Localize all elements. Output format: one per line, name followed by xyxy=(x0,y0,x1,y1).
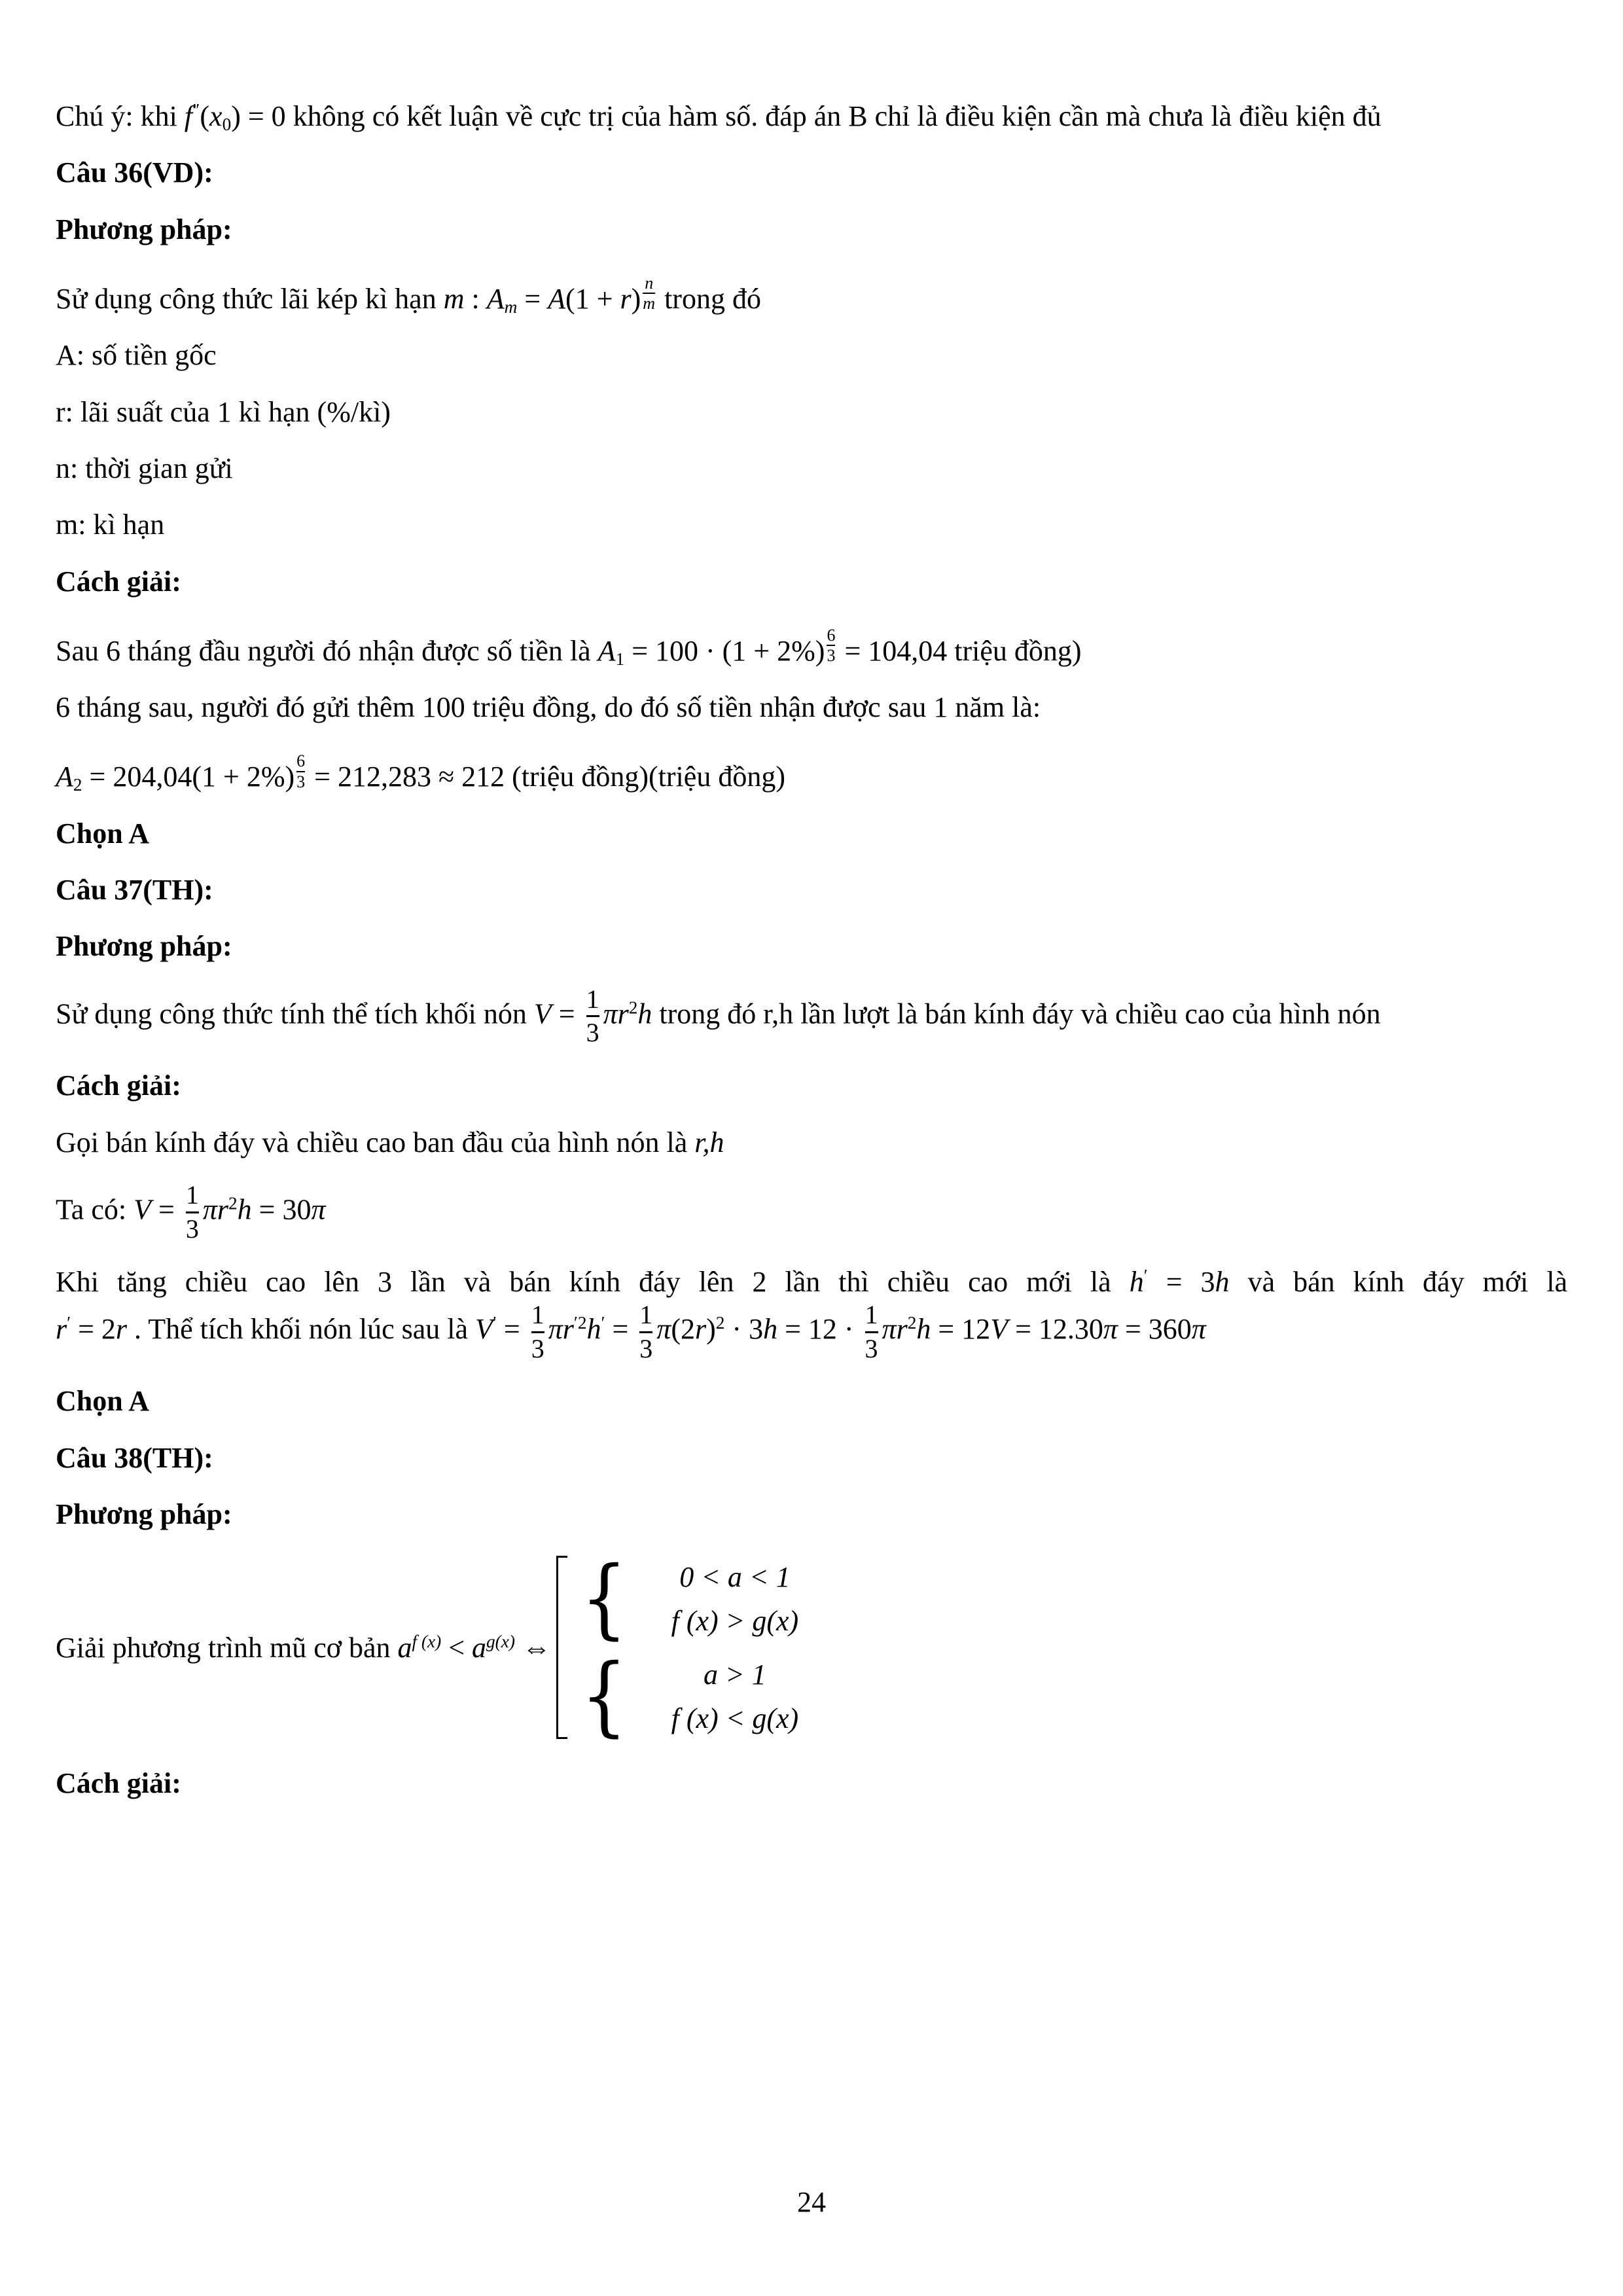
exponent-fraction xyxy=(296,752,305,791)
math-paren-2: (2 xyxy=(671,1313,695,1346)
fraction-numerator: 1 xyxy=(586,984,599,1014)
fraction-denominator: m xyxy=(643,294,656,314)
math-var-a: a xyxy=(472,1631,487,1664)
square-bracket xyxy=(556,1556,567,1739)
q37-taco-text: Ta có: xyxy=(56,1193,134,1226)
math-var-h: h xyxy=(1129,1265,1144,1298)
math-sub-m: m xyxy=(504,296,518,317)
math-times-3: · 3 xyxy=(724,1313,764,1346)
fraction-bar xyxy=(586,1015,599,1017)
math-var-r: r xyxy=(620,282,632,315)
q37-method-label: Phương pháp: xyxy=(56,930,232,963)
math-equals: = xyxy=(517,282,548,315)
q37-outro-text: trong đó r,h lần lượt là bán kính đáy và chiều cao xyxy=(652,997,1225,1030)
math-var-rh: r,h xyxy=(694,1126,724,1158)
q36-def-A: A: số tiền gốc xyxy=(56,339,217,372)
fraction-numerator: 1 xyxy=(185,1179,199,1210)
case1-result: f (x) > g(x) xyxy=(671,1604,799,1637)
math-less-than: < xyxy=(441,1631,473,1664)
math-pi: π xyxy=(1191,1313,1206,1346)
q36-solve-label: Cách giải: xyxy=(56,565,181,598)
math-sub-0: 0 xyxy=(222,114,232,134)
q37-intro-text: Sử dụng công thức tính thể tích khối nón xyxy=(56,997,534,1030)
q36-a1-text: Sau 6 tháng đầu người đó nhận được số tiền là xyxy=(56,634,598,667)
prime: ′ xyxy=(1143,1265,1148,1285)
q36-def-m: m: kì hạn xyxy=(56,509,165,541)
fraction-one-third xyxy=(865,1300,878,1364)
math-eq-3: = 3 xyxy=(1147,1265,1215,1298)
math-eq-360: = 360 xyxy=(1117,1313,1192,1346)
math-sup-2: 2 xyxy=(628,997,638,1018)
q36-outro-text: trong đó xyxy=(657,282,761,315)
q38-heading: Câu 38(TH): xyxy=(56,1441,213,1474)
math-equals: = xyxy=(496,1313,527,1346)
math-pir: πr xyxy=(882,1313,908,1346)
math-sup-2: 2 xyxy=(715,1313,725,1333)
double-prime: ″ xyxy=(192,100,200,120)
q37-taco-paragraph xyxy=(56,1181,1567,1244)
math-sup-fx: f (x) xyxy=(412,1631,442,1651)
q37-vprime-line xyxy=(56,1299,1206,1363)
case-lines xyxy=(637,1658,833,1735)
q36-def-n: n: thời gian gửi xyxy=(56,452,233,484)
q38-cases-text xyxy=(56,1631,551,1664)
math-var-V: V xyxy=(134,1193,151,1226)
math-var-A: A xyxy=(486,282,505,315)
math-eq-12: = 12 · xyxy=(777,1313,861,1346)
fraction-one-third xyxy=(186,1181,199,1244)
curly-brace: { xyxy=(580,1548,628,1649)
page-number: 24 xyxy=(797,2186,826,2218)
math-equals: = xyxy=(151,1193,182,1226)
math-pi: π xyxy=(311,1193,326,1226)
q37-solve-label: Cách giải: xyxy=(56,1069,181,1102)
math-eq-12v: = 12 xyxy=(931,1313,991,1346)
math-sup-gx: g(x) xyxy=(486,1631,515,1651)
q36-heading: Câu 36(VD): xyxy=(56,156,213,189)
fraction-one-third xyxy=(586,985,599,1049)
math-a1-result: = 104,04 xyxy=(837,634,948,667)
q37-formula-paragraph xyxy=(56,985,1567,1049)
math-pi: π xyxy=(656,1313,671,1346)
math-var-a: a xyxy=(397,1631,412,1664)
exponent-fraction xyxy=(827,626,835,665)
q38-cases-paragraph xyxy=(56,1548,1567,1747)
math-var-A2sub: A xyxy=(56,761,73,793)
cases-block xyxy=(556,1548,833,1747)
q37-sent3-text: Khi tăng chiều cao lên 3 lần và bán kính đáy lên 2 lần thì chiều cao mới là xyxy=(56,1265,1130,1298)
math-colon: : xyxy=(464,282,487,315)
q37-heading: Câu 37(TH): xyxy=(56,874,213,906)
fraction-numerator: n xyxy=(645,273,654,293)
math-var-h: h xyxy=(763,1313,778,1346)
q37-sent3b-text: và bán kính đáy mới là xyxy=(1229,1265,1567,1298)
math-var-h: h xyxy=(637,997,652,1030)
q38-intro-text: Giải phương trình mũ cơ bản xyxy=(56,1631,398,1664)
math-var-f: f xyxy=(184,100,193,132)
fraction-denominator: 3 xyxy=(185,1213,199,1244)
math-var-V: V xyxy=(990,1313,1008,1346)
curly-brace: { xyxy=(580,1645,628,1747)
case2-result: f (x) < g(x) xyxy=(671,1702,799,1734)
math-a2-result: = 212,283 ≈ 212 xyxy=(307,761,512,793)
q37-sent1-text: Gọi bán kính đáy và chiều cao ban đầu của hình nón là xyxy=(56,1126,695,1158)
q36-a2-paragraph xyxy=(56,752,1567,795)
math-var-h2: h xyxy=(1215,1265,1230,1298)
math-equals: = xyxy=(605,1313,636,1346)
note-text-cont: không có kết luận về cực trị của hàm số. đáp án B chỉ là điều kiện cần mà chưa là điều kiện đủ xyxy=(285,100,1382,132)
note-text: Chú ý: khi xyxy=(56,100,185,132)
math-var-V: V xyxy=(475,1313,493,1346)
cases-inner xyxy=(577,1548,833,1747)
fraction-denominator: 3 xyxy=(639,1333,653,1363)
case-system-2 xyxy=(577,1645,833,1747)
case-lines xyxy=(637,1560,833,1638)
q36-sent2: 6 tháng sau, người đó gửi thêm 100 triệu đồng, do đó số tiền nhận được sau 1 năm là: xyxy=(56,691,1041,724)
math-sup-2: 2 xyxy=(907,1313,917,1333)
fraction-bar xyxy=(531,1331,544,1333)
math-pi: π xyxy=(1103,1313,1118,1346)
q36-a1-unit: triệu đồng) xyxy=(947,634,1082,667)
fraction-bar xyxy=(865,1331,878,1333)
math-var-r: r xyxy=(695,1313,707,1346)
q36-intro-text: Sử dụng công thức lãi kép kì hạn xyxy=(56,282,444,315)
fraction-denominator: 3 xyxy=(827,646,836,666)
case-system-1 xyxy=(577,1548,833,1649)
prime: ′ xyxy=(492,1313,497,1333)
math-var-x: x xyxy=(209,100,223,132)
q38-method-label: Phương pháp: xyxy=(56,1498,232,1531)
prime: ′ xyxy=(67,1313,71,1333)
q36-choose: Chọn A xyxy=(56,817,150,850)
q36-a2-unit: (triệu đồng)(triệu đồng) xyxy=(512,761,785,793)
math-result: = 30 xyxy=(251,1193,312,1226)
fraction-numerator: 1 xyxy=(531,1299,544,1329)
math-var-A1: A xyxy=(597,634,616,667)
prime: ′ xyxy=(601,1313,605,1333)
q38-solve-label: Cách giải: xyxy=(56,1767,181,1799)
fraction-denominator: 3 xyxy=(865,1333,878,1363)
math-eq-0: ) = 0 xyxy=(231,100,286,132)
math-equals: = xyxy=(551,997,582,1030)
iff-arrow: ⇔ xyxy=(514,1631,551,1664)
q36-formula-paragraph xyxy=(56,274,1567,317)
math-var-r: r xyxy=(56,1313,67,1346)
math-pir: πr xyxy=(548,1313,574,1346)
fraction-one-third xyxy=(639,1300,652,1364)
q36-a1-paragraph xyxy=(56,626,1567,670)
math-eq-2: = 2 xyxy=(71,1313,116,1346)
q37-sent4-text: . Thể tích khối nón lúc sau là xyxy=(127,1313,476,1346)
math-paren-open: (1 + xyxy=(565,282,620,315)
math-var-h: h xyxy=(586,1313,601,1346)
case1-condition: 0 < a < 1 xyxy=(679,1560,791,1593)
fraction-denominator: 3 xyxy=(531,1333,544,1363)
case2-condition: a > 1 xyxy=(704,1658,766,1691)
math-pir: πr xyxy=(202,1193,228,1226)
math-var-r2: r xyxy=(115,1313,128,1346)
math-var-h: h xyxy=(916,1313,931,1346)
fraction-denominator: 3 xyxy=(296,772,306,791)
fraction-bar xyxy=(639,1331,652,1333)
fraction-numerator: 1 xyxy=(639,1299,653,1329)
note-paragraph xyxy=(56,98,1567,135)
math-sub-1: 1 xyxy=(615,649,625,669)
math-sub-2: 2 xyxy=(73,775,82,795)
math-pir: πr xyxy=(603,997,629,1030)
q37-scale-paragraph xyxy=(56,1264,1567,1364)
math-sup-prime2: ′2 xyxy=(573,1313,587,1333)
math-paren-close: ) xyxy=(706,1313,716,1346)
fraction-bar xyxy=(186,1211,199,1213)
q37-outro-text2: của hình nón xyxy=(1232,997,1381,1030)
math-a2-body: = 204,04(1 + 2%) xyxy=(82,761,295,793)
fraction-one-third xyxy=(531,1300,544,1364)
math-var-h: h xyxy=(237,1193,252,1226)
math-var-A2: A xyxy=(548,282,566,315)
math-var-m: m xyxy=(443,282,465,315)
math-sup-2: 2 xyxy=(228,1193,238,1213)
q36-method-label: Phương pháp: xyxy=(56,213,232,245)
q37-sent1 xyxy=(56,1124,1567,1161)
math-paren: ( xyxy=(200,100,210,132)
fraction-numerator: 6 xyxy=(296,751,306,771)
math-eq-1230: = 12.30 xyxy=(1008,1313,1103,1346)
math-a1-body: = 100 · (1 + 2%) xyxy=(624,634,825,667)
fraction-numerator: 6 xyxy=(827,625,836,645)
fraction-numerator: 1 xyxy=(865,1299,878,1329)
exponent-fraction xyxy=(643,274,655,313)
q36-def-r: r: lãi suất của 1 kì hạn (%/kì) xyxy=(56,395,391,428)
math-var-V: V xyxy=(533,997,552,1030)
math-paren-close: ) xyxy=(631,282,641,315)
q37-choose: Chọn A xyxy=(56,1385,150,1418)
fraction-denominator: 3 xyxy=(586,1018,599,1048)
